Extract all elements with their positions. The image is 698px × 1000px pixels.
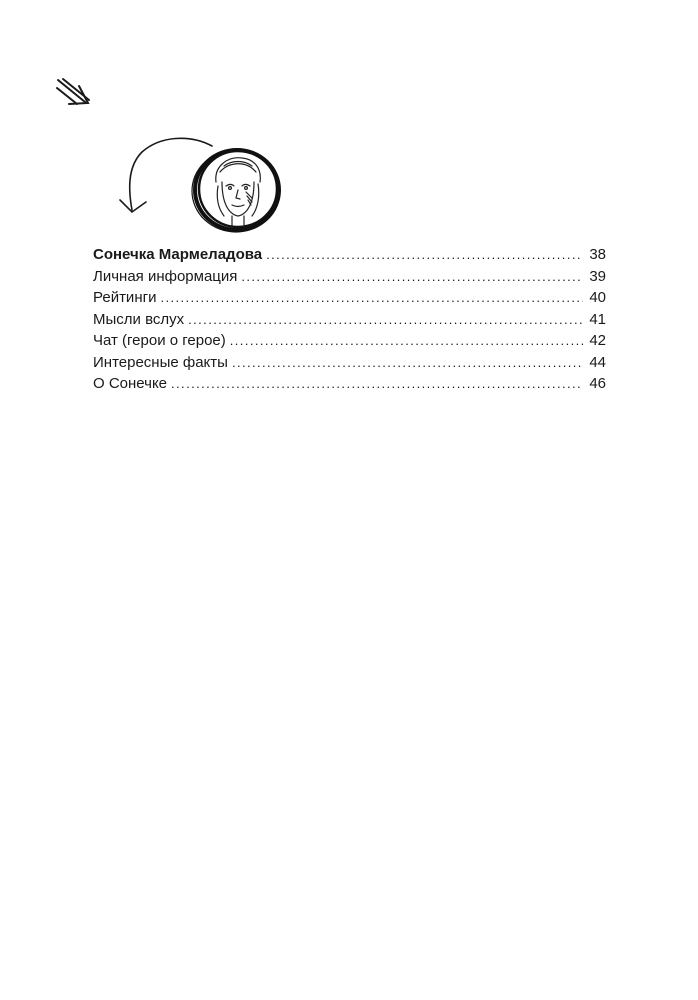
toc-entry-title: Сонечка Мармеладова <box>93 246 263 263</box>
toc-entry-title: Личная информация <box>93 267 238 285</box>
toc-entry-thoughts[interactable] <box>93 309 606 331</box>
toc-page-number: 38 <box>589 246 606 263</box>
table-of-contents <box>93 244 606 395</box>
toc-dot-leader <box>171 373 583 395</box>
toc-entry-interesting-facts[interactable] <box>93 352 606 374</box>
toc-dot-leader <box>188 309 583 331</box>
toc-entry-title: Мысли вслух <box>93 310 185 328</box>
toc-dot-leader <box>160 287 583 309</box>
toc-entry-personal-info[interactable] <box>93 266 606 288</box>
toc-dot-leader <box>266 244 583 266</box>
toc-entry-about-sonechka[interactable] <box>93 373 606 395</box>
toc-page-number: 41 <box>589 310 606 328</box>
character-portrait-icon <box>188 142 286 236</box>
toc-page-number: 46 <box>589 375 606 392</box>
toc-dot-leader <box>232 352 583 374</box>
toc-page-number: 39 <box>589 267 606 285</box>
toc-dot-leader <box>230 330 584 352</box>
toc-entry-title: О Сонечке <box>93 375 168 392</box>
hand-drawn-arrow-icon <box>55 76 95 110</box>
toc-entry-title: Рейтинги <box>93 289 157 306</box>
toc-entry-ratings[interactable] <box>93 287 606 309</box>
toc-entry-title: Чат (герои о герое) <box>93 332 226 349</box>
toc-page-number: 42 <box>589 332 606 349</box>
toc-page-number: 44 <box>589 353 606 371</box>
toc-page-number: 40 <box>589 289 606 306</box>
toc-entry-chat[interactable] <box>93 330 606 352</box>
toc-entry-title: Интересные факты <box>93 353 228 371</box>
toc-dot-leader <box>241 266 583 288</box>
toc-entry-sonechka-marmeladova[interactable] <box>93 244 606 266</box>
